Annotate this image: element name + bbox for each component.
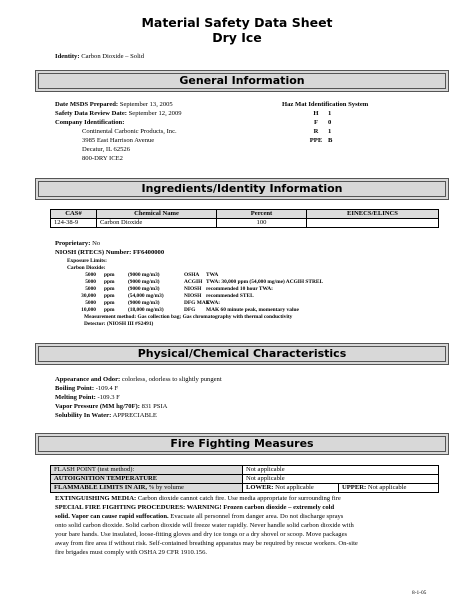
special-procedures-line-6: fire brigades must comply with OSHA 29 CFR 1910.156. bbox=[55, 549, 208, 556]
upper-limit-value: Not applicable bbox=[367, 484, 407, 491]
exposure-limit-cell: NIOSH bbox=[184, 293, 202, 299]
autoignition-label: AUTOIGNITION TEMPERATURE bbox=[51, 475, 243, 484]
exposure-limit-cell: NIOSH bbox=[184, 286, 202, 292]
exposure-limit-cell: (9000 mg/m3) bbox=[128, 300, 160, 306]
upper-limit-label: UPPER: bbox=[342, 484, 367, 491]
flash-point-label: FLASH POINT bbox=[54, 466, 96, 473]
special-procedures-label: SPECIAL FIRE FIGHTING PROCEDURES: bbox=[55, 504, 186, 511]
niosh-value: FF6400000 bbox=[133, 249, 165, 256]
solubility-label: Solubility In Water: bbox=[55, 412, 112, 419]
exposure-limit-cell: TWA bbox=[206, 272, 219, 278]
lower-limit-cell bbox=[243, 484, 339, 493]
hazmat-value-ppe: B bbox=[328, 137, 333, 144]
physical-banner bbox=[35, 343, 449, 365]
exposure-limit-cell: ppm bbox=[104, 307, 115, 313]
exposure-limit-cell: 5000 bbox=[85, 300, 96, 306]
review-date-value: September 12, 2009 bbox=[128, 110, 182, 117]
column-header-percent: Percent bbox=[217, 210, 307, 219]
table-header-row bbox=[51, 210, 439, 219]
date-prepared-label: Date MSDS Prepared: bbox=[55, 101, 119, 108]
identity-line bbox=[55, 53, 144, 61]
boiling-point-label: Boiling Point: bbox=[55, 385, 95, 392]
cell-einecs bbox=[307, 219, 439, 228]
special-procedures-line-3: onto solid carbon dioxide. Solid carbon dioxide will freeze water rapidly. Never handle solid carbon dioxide with bbox=[55, 522, 354, 529]
exposure-limits-label: Exposure Limits: bbox=[67, 258, 107, 264]
vapor-pressure-line bbox=[55, 403, 167, 411]
appearance-value: colorless, odorless to slightly pungent bbox=[121, 376, 222, 383]
exposure-limit-cell: 5000 bbox=[85, 279, 96, 285]
exposure-limit-cell: (9000 mg/m3) bbox=[128, 272, 160, 278]
melting-point-label: Melting Point: bbox=[55, 394, 96, 401]
ingredients-banner bbox=[35, 178, 449, 200]
exposure-limit-cell: recommended STEL bbox=[206, 293, 254, 299]
niosh-label: NIOSH (RTECS) Number: bbox=[55, 249, 132, 256]
table-row bbox=[51, 219, 439, 228]
table-row bbox=[51, 475, 439, 484]
melting-point-value: -109.3 F bbox=[97, 394, 120, 401]
exposure-limit-cell: (18,000 mg/m3) bbox=[128, 307, 164, 313]
document-title: Material Safety Data Sheet bbox=[141, 15, 333, 30]
appearance-line bbox=[55, 376, 222, 384]
exposure-limit-cell: 10,000 bbox=[81, 307, 96, 313]
exposure-limit-cell: OSHA bbox=[184, 272, 200, 278]
cell-percent: 100 bbox=[217, 219, 307, 228]
upper-limit-cell bbox=[339, 484, 439, 493]
melting-point-line bbox=[55, 394, 120, 402]
exposure-limit-cell: 5000 bbox=[85, 286, 96, 292]
vapor-pressure-label: Vapor Pressure (MM hg/70F): bbox=[55, 403, 140, 410]
flammable-limits-sub: % by volume bbox=[148, 484, 184, 491]
carbon-dioxide-label: Carbon Dioxide: bbox=[67, 265, 106, 271]
proprietary-label: Proprietary: bbox=[55, 240, 91, 247]
ingredients-table bbox=[50, 209, 439, 228]
physical-heading: Physical/Chemical Characteristics bbox=[137, 347, 347, 360]
hazmat-title: Haz Mat Identification System bbox=[282, 101, 369, 108]
exposure-limit-cell: ppm bbox=[104, 293, 115, 299]
general-information-banner bbox=[35, 70, 449, 92]
evacuate-text: Evacuate all personnel from danger area. Do not discharge sprays bbox=[170, 513, 344, 520]
hazmat-value-f: 0 bbox=[328, 119, 332, 126]
extinguishing-media-label: EXTINGUISHING MEDIA: bbox=[55, 495, 137, 502]
lower-limit-value: Not applicable bbox=[275, 484, 314, 491]
hazmat-code-h: H bbox=[313, 110, 319, 117]
proprietary-line bbox=[55, 240, 100, 248]
suffocation-warning: solid. Vapor can cause rapid suffocation. bbox=[55, 513, 169, 520]
flash-point-label-cell bbox=[51, 466, 243, 475]
table-row bbox=[51, 484, 439, 493]
fire-fighting-banner bbox=[35, 433, 449, 455]
cell-cas: 124-38-9 bbox=[51, 219, 97, 228]
review-date-label: Safety Data Review Date: bbox=[55, 110, 127, 117]
extinguishing-media-value: Carbon dioxide cannot catch fire. Use media appropriate for surrounding fire bbox=[137, 495, 341, 502]
table-row bbox=[51, 466, 439, 475]
fire-properties-table bbox=[50, 465, 439, 493]
ingredients-heading: Ingredients/Identity Information bbox=[141, 182, 343, 195]
lower-limit-label: LOWER: bbox=[246, 484, 274, 491]
exposure-limit-cell: DFG bbox=[184, 307, 196, 313]
flash-point-value: Not applicable bbox=[243, 466, 439, 475]
cell-chemical-name: Carbon Dioxide bbox=[97, 219, 217, 228]
solubility-line bbox=[55, 412, 157, 420]
product-name: Dry Ice bbox=[212, 30, 262, 45]
appearance-label: Appearance and Odor: bbox=[55, 376, 121, 383]
hazmat-code-r: R bbox=[313, 128, 319, 135]
detector-line: Detector: (NIOSH III #S2491) bbox=[84, 321, 154, 327]
general-information-heading: General Information bbox=[179, 74, 305, 87]
identity-value: Carbon Dioxide – Solid bbox=[81, 53, 145, 60]
exposure-limit-cell: ACGIH bbox=[184, 279, 203, 285]
exposure-limit-cell: TWA: bbox=[206, 300, 221, 306]
proprietary-value: No bbox=[92, 240, 101, 247]
company-city: Decatur, IL 62526 bbox=[82, 146, 131, 153]
identity-label: Identity: bbox=[55, 53, 80, 60]
exposure-limit-cell: TWA: 30,000 ppm (54,000 mg/me) ACGIH STREL bbox=[206, 279, 324, 285]
extinguishing-media-line bbox=[55, 495, 341, 503]
column-header-cas: CAS# bbox=[51, 210, 97, 219]
measurement-method: Measurement method: Gas collection bag; Gas chromatography with thermal conductivity bbox=[84, 314, 293, 320]
company-phone: 800-DRY ICE2 bbox=[82, 155, 123, 162]
hazmat-value-h: 1 bbox=[328, 110, 332, 117]
review-date-line bbox=[55, 110, 182, 118]
special-procedures-line-2 bbox=[55, 513, 343, 521]
exposure-limit-cell: 30,000 bbox=[81, 293, 96, 299]
exposure-limit-cell: ppm bbox=[104, 286, 115, 292]
company-street: 3985 East Harrison Avenue bbox=[82, 137, 155, 144]
footer-date: 8-1-05 bbox=[412, 590, 427, 596]
exposure-limit-cell: DFG MAK bbox=[184, 300, 210, 306]
vapor-pressure-value: 831 PSIA bbox=[141, 403, 168, 410]
column-header-chemical-name: Chemical Name bbox=[97, 210, 217, 219]
exposure-limit-cell: MAK 60 minute peak, momentary value bbox=[206, 307, 299, 313]
exposure-limit-cell: 5000 bbox=[85, 272, 96, 278]
date-prepared-line bbox=[55, 101, 173, 109]
hazmat-code-ppe: PPE bbox=[309, 137, 323, 144]
exposure-limit-cell: ppm bbox=[104, 300, 115, 306]
boiling-point-value: -109.4 F bbox=[95, 385, 119, 392]
special-procedures-line bbox=[55, 504, 334, 512]
column-header-einecs: EINECS/ELINCS bbox=[307, 210, 439, 219]
exposure-limit-cell: (54,000 mg/m3) bbox=[128, 293, 164, 299]
fire-fighting-heading: Fire Fighting Measures bbox=[170, 437, 314, 450]
flammable-limits-label-cell bbox=[51, 484, 243, 493]
special-procedures-line-4: your bare hands. Use insulated, loose-fitting gloves and dry ice tongs or a dry shovel or scoop. Move packages bbox=[55, 531, 348, 538]
special-procedures-line-5: away from fire area if without risk. Self-contained breathing apparatus may be required by rescue workers. On-site bbox=[55, 540, 358, 547]
hazmat-value-r: 1 bbox=[328, 128, 332, 135]
special-procedures-warning: WARNING! Frozen carbon dioxide – extremely cold bbox=[186, 504, 335, 511]
flash-point-sub: (test method): bbox=[97, 466, 135, 473]
exposure-limit-cell: recommended 10 hour TWA: bbox=[206, 286, 273, 292]
exposure-limit-cell: (9000 mg/m3) bbox=[128, 286, 160, 292]
company-name: Continental Carbonic Products, Inc. bbox=[82, 128, 177, 135]
exposure-limit-cell: ppm bbox=[104, 272, 115, 278]
solubility-value: APPRECIABLE bbox=[112, 412, 157, 419]
company-label: Company Identification: bbox=[55, 119, 125, 126]
date-prepared-value: September 13, 2005 bbox=[119, 101, 173, 108]
flammable-limits-label: FLAMMABLE LIMITS IN AIR, bbox=[54, 484, 148, 491]
exposure-limit-cell: ppm bbox=[104, 279, 115, 285]
autoignition-value: Not applicable bbox=[243, 475, 439, 484]
boiling-point-line bbox=[55, 385, 118, 393]
exposure-limit-cell: (9000 mg/m3) bbox=[128, 279, 160, 285]
niosh-line bbox=[55, 249, 164, 257]
hazmat-code-f: F bbox=[313, 119, 319, 126]
